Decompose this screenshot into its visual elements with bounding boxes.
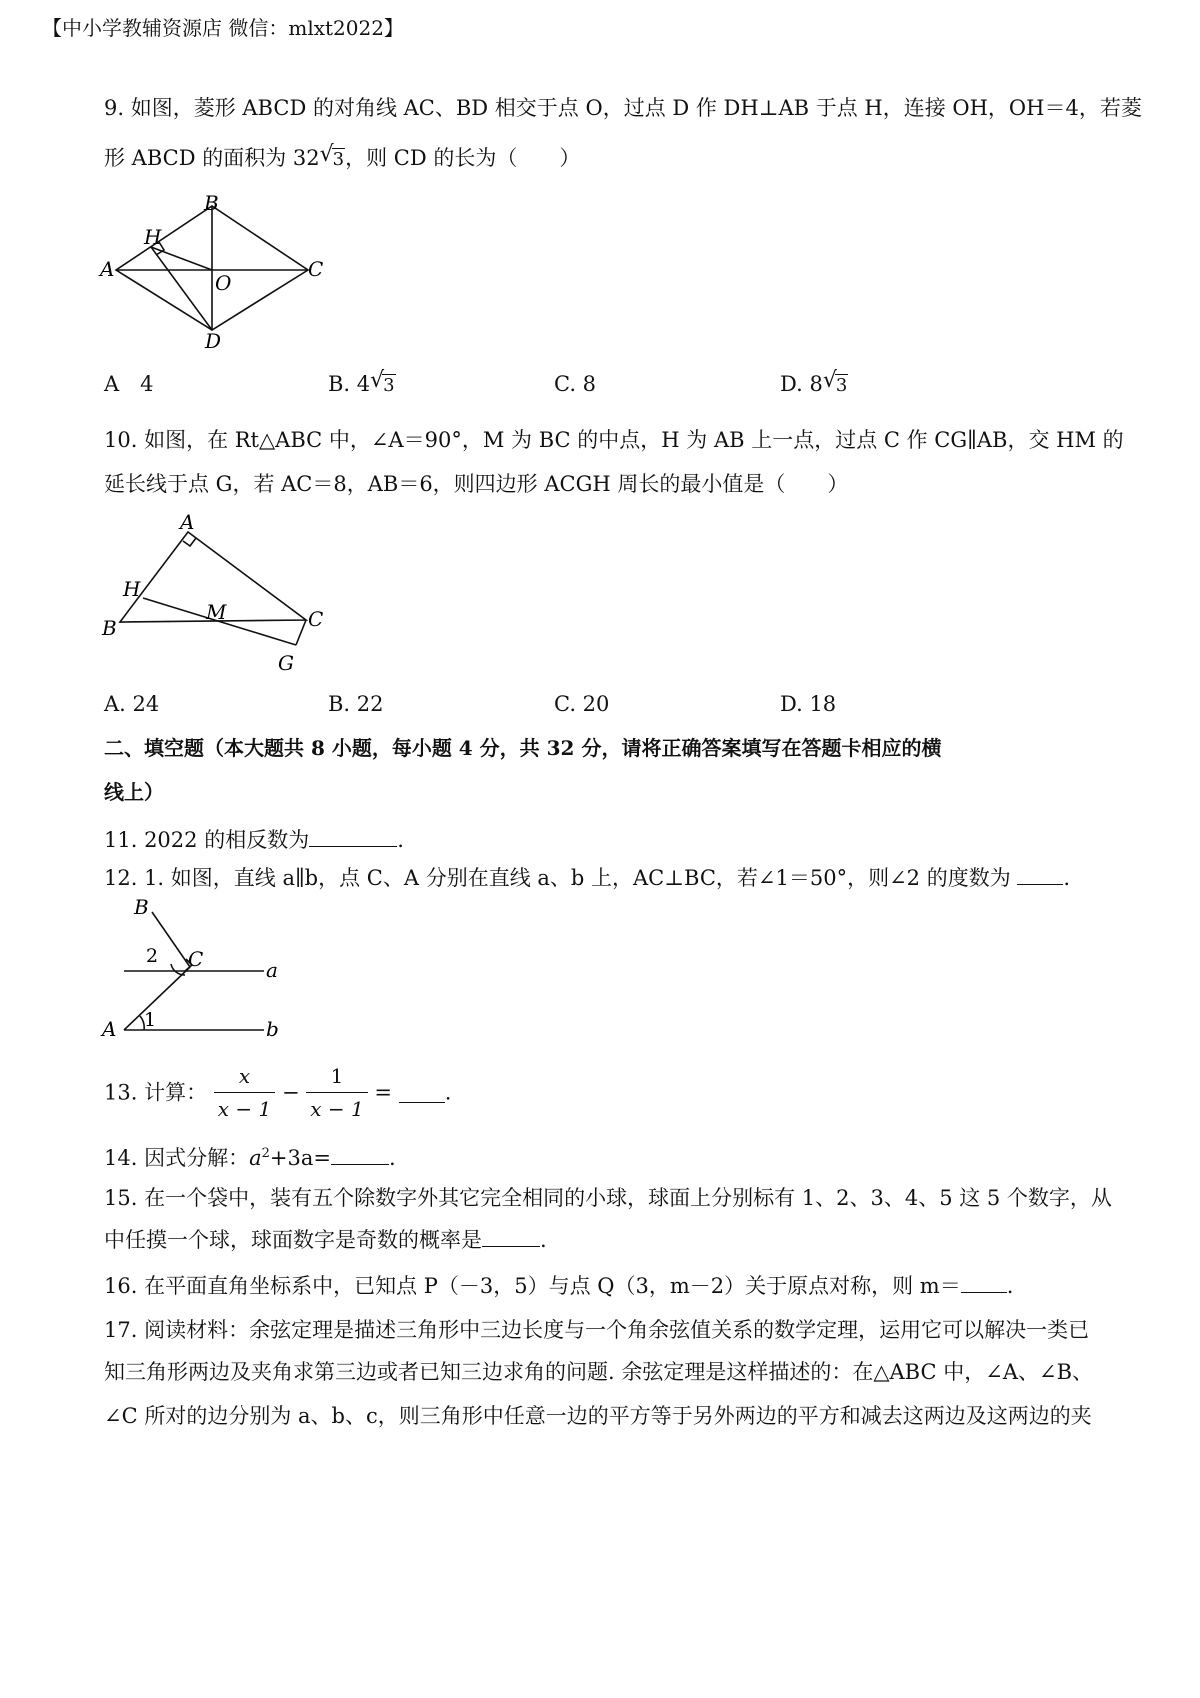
q15-stem-line2: 中任摸一个球，球面数字是奇数的概率是 .	[104, 1228, 547, 1252]
q10-stem-line1: 10. 如图，在 Rt△ABC 中，∠A＝90°，M 为 BC 的中点，H 为 AB 上一点，过点 C 作 CG∥AB，交 HM 的	[104, 428, 1124, 452]
q12-parallel-lines-figure	[96, 894, 296, 1044]
q10-option-b: B. 22	[328, 692, 384, 716]
label-line-a: a	[266, 958, 278, 982]
label-c: C	[308, 257, 324, 281]
q10-stem-line2: 延长线于点 G，若 AC＝8，AB＝6，则四边形 ACGH 周长的最小值是（ ）	[104, 472, 849, 496]
label-b: B	[134, 895, 149, 919]
label-b: B	[102, 616, 117, 640]
sqrt-symbol: √ 3	[370, 368, 395, 396]
label-h: H	[144, 225, 162, 249]
q17-stem-line1: 17. 阅读材料：余弦定理是描述三角形中三边长度与一个角余弦值关系的数学定理，运用它可以解决一类已	[104, 1318, 1090, 1342]
fraction: $\frac{x}{x - 1}$	[214, 1062, 275, 1123]
q10-triangle-figure	[96, 510, 336, 680]
label-a: A	[102, 1017, 117, 1041]
q12-stem: 12. 1. 如图，直线 a∥b，点 C、A 分别在直线 a、b 上，AC⊥BC，若∠1＝50°，则∠2 的度数为 .	[104, 866, 1071, 890]
q10-option-a: A. 24	[104, 692, 160, 716]
label-a: A	[100, 257, 115, 281]
q15-stem-line1: 15. 在一个袋中，装有五个除数字外其它完全相同的小球，球面上分别标有 1、2、3、4、5 这 5 个数字，从	[104, 1186, 1112, 1210]
label-a: A	[180, 510, 195, 534]
answer-blank[interactable]	[482, 1226, 540, 1247]
section-heading-line1: 二、填空题（本大题共 8 小题，每小题 4 分，共 32 分，请将正确答案填写在答题卡相应的横	[104, 736, 942, 760]
label-c: C	[308, 607, 324, 631]
answer-blank[interactable]	[1017, 864, 1063, 885]
sqrt-symbol: √ 3	[319, 142, 345, 170]
q14-stem: 14. 因式分解：$a^2+3a=$ .	[104, 1146, 396, 1170]
q9-rhombus-figure	[96, 192, 336, 357]
q10-option-d: D. 18	[780, 692, 837, 716]
label-line-b: b	[266, 1017, 279, 1041]
label-d: D	[205, 329, 222, 353]
label-g: G	[278, 651, 294, 675]
q9-option-a: A 4	[104, 372, 154, 396]
q9-option-b: B. 4 √ 3	[328, 370, 396, 400]
q17-stem-line3: ∠C 所对的边分别为 a、b、c，则三角形中任意一边的平方等于另外两边的平方和减去这两边及这两边的夹	[104, 1404, 1092, 1428]
answer-blank[interactable]	[309, 826, 397, 847]
fraction: $\frac{1}{x - 1}$	[306, 1062, 367, 1123]
q17-stem-line2: 知三角形两边及夹角求第三边或者已知三边求角的问题. 余弦定理是这样描述的：在△ABC 中，∠A、∠B、	[104, 1360, 1094, 1384]
q9-stem-line1: 9. 如图，菱形 ABCD 的对角线 AC、BD 相交于点 O，过点 D 作 DH⊥AB 于点 H，连接 OH，OH＝4，若菱	[104, 96, 1142, 120]
q10-option-c: C. 20	[554, 692, 610, 716]
section-heading-line2: 线上）	[104, 780, 164, 804]
q9-option-d: D. 8 √ 3	[780, 370, 848, 400]
answer-blank[interactable]	[331, 1144, 389, 1165]
q11-stem: 11. 2022 的相反数为 .	[104, 828, 404, 852]
label-c: C	[188, 947, 204, 971]
angle-2-label: 2	[146, 945, 159, 967]
q16-stem: 16. 在平面直角坐标系中，已知点 P（－3，5）与点 Q（3，m－2）关于原点对称，则 m＝ .	[104, 1274, 1014, 1298]
label-h: H	[123, 577, 141, 601]
source-header: 【中小学教辅资源店 微信：mlxt2022】	[42, 16, 404, 40]
label-m: M	[206, 600, 227, 624]
label-b: B	[204, 192, 219, 215]
q9-stem-line2: 形 ABCD 的面积为 32 √ 3，则 CD 的长为（ ）	[104, 144, 580, 174]
label-o: O	[215, 271, 232, 295]
answer-blank[interactable]	[961, 1272, 1007, 1293]
q13-stem: 13. 计算： $\frac{x}{x - 1}$ − $\frac{1}{x - 1}$ = .	[104, 1064, 452, 1121]
angle-1-label: 1	[144, 1009, 157, 1031]
answer-blank[interactable]	[399, 1082, 445, 1103]
sqrt-symbol: √ 3	[822, 368, 848, 396]
q9-option-c: C. 8	[554, 372, 597, 396]
